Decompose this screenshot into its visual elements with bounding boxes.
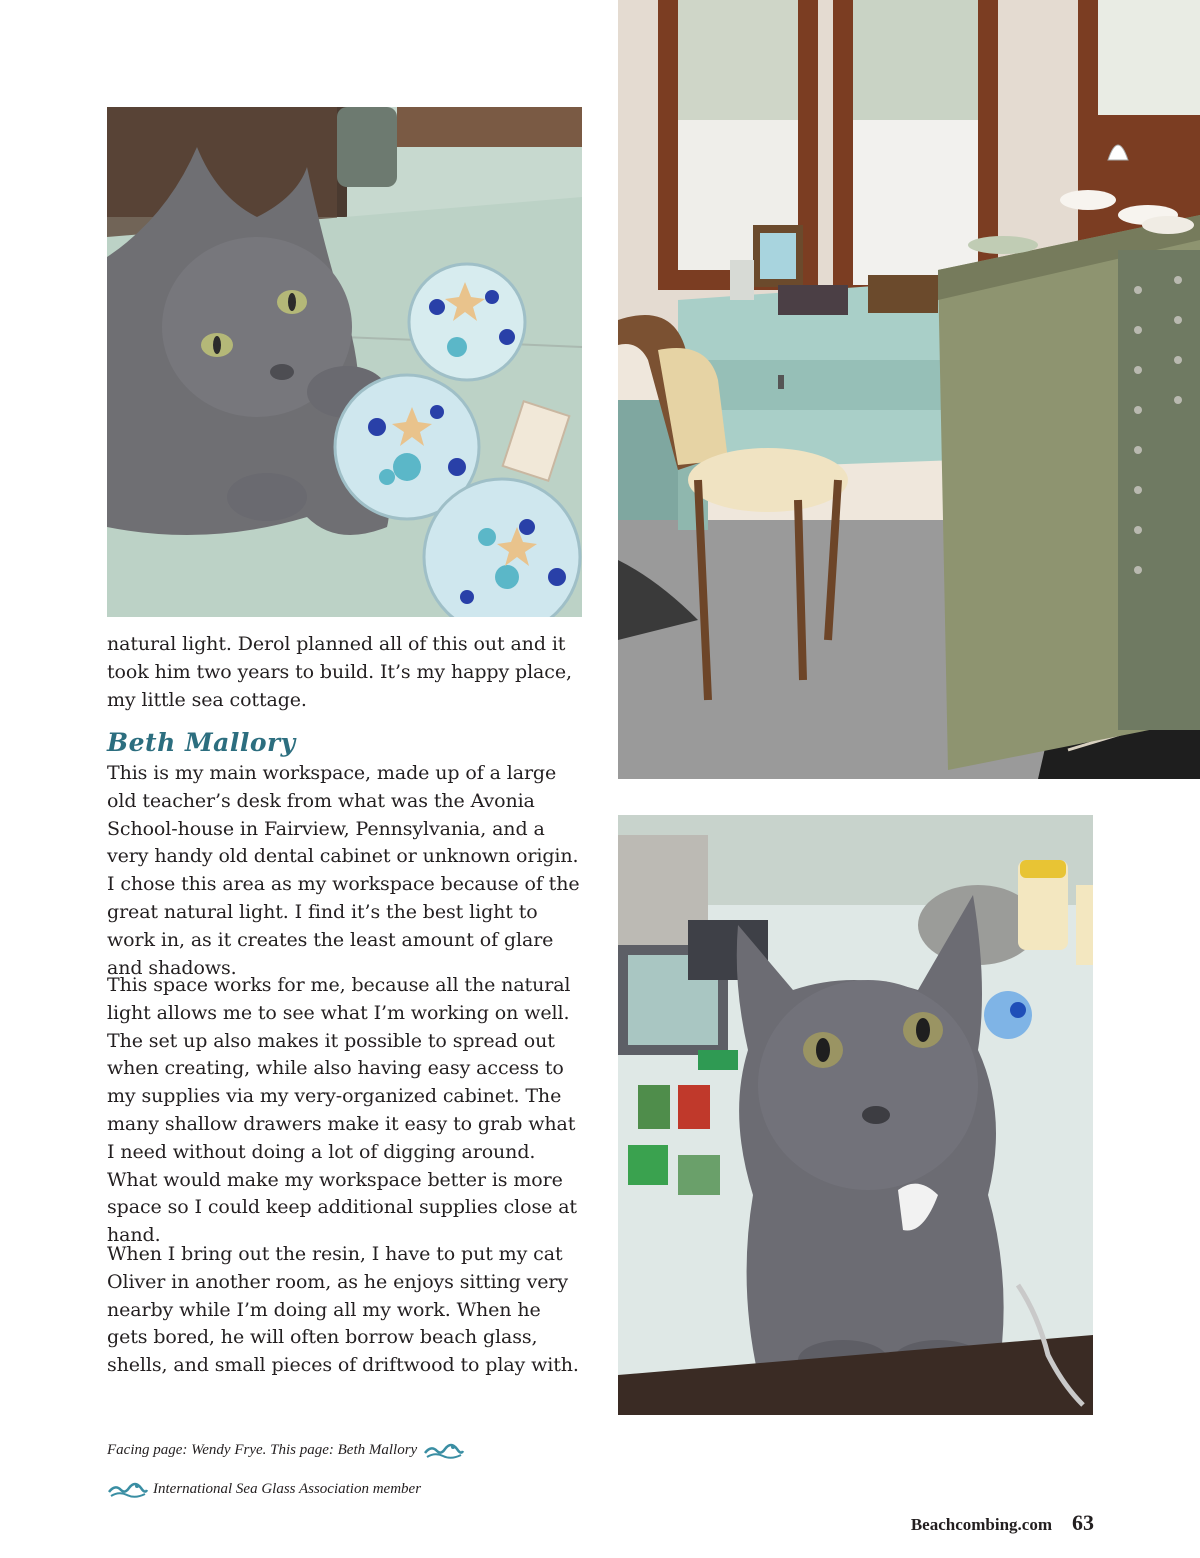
intro-paragraph: natural light. Derol planned all of this out and it took him two years to build. It’s my happy place, my little sea cottage.	[107, 633, 572, 711]
photo-workspace	[618, 0, 1200, 779]
body-paragraph-2: This space works for me, because all the natural light allows me to see what I’m working on well. The set up also makes it possible to spread out when creating, while also having easy access to my supplies via my very-organized cabinet. The many shallow drawers make it easy to grab what I need without doing a lot of digging around. What would make my workspace better is more space so I could keep additional supplies close at hand.	[107, 974, 577, 1247]
page-number: 63	[1072, 1510, 1094, 1535]
wave-icon	[107, 1480, 149, 1498]
wave-icon	[423, 1441, 465, 1459]
body-paragraph-3: When I bring out the resin, I have to put my cat Oliver in another room, as he enjoys sitting very nearby while I’m doing all my work. When he gets bored, he will often borrow beach glass, shells, and small pieces of driftwood to play with.	[107, 1243, 579, 1377]
photo-caption-block	[107, 1441, 465, 1459]
photo-cat-with-suncatchers	[107, 107, 582, 617]
member-note: International Sea Glass Association member	[153, 1480, 422, 1497]
body-paragraph-1: This is my main workspace, made up of a large old teacher’s desk from what was the Avonia School-house in Fairview, Pennsylvania, and a very handy old dental cabinet or unknown origin. I chose this area as my workspace because of the great natural light. I find it’s the best light to work in, as it creates the least amount of glare and shadows.	[107, 762, 580, 979]
page-footer	[911, 1510, 1094, 1536]
photo-caption: Facing page: Wendy Frye. This page: Beth Mallory	[107, 1441, 418, 1458]
section-heading: Beth Mallory	[107, 728, 296, 757]
photo-cat-oliver	[618, 815, 1093, 1415]
footer-site-name: Beachcombing.com	[910, 1515, 1052, 1534]
member-note-block	[107, 1480, 421, 1498]
